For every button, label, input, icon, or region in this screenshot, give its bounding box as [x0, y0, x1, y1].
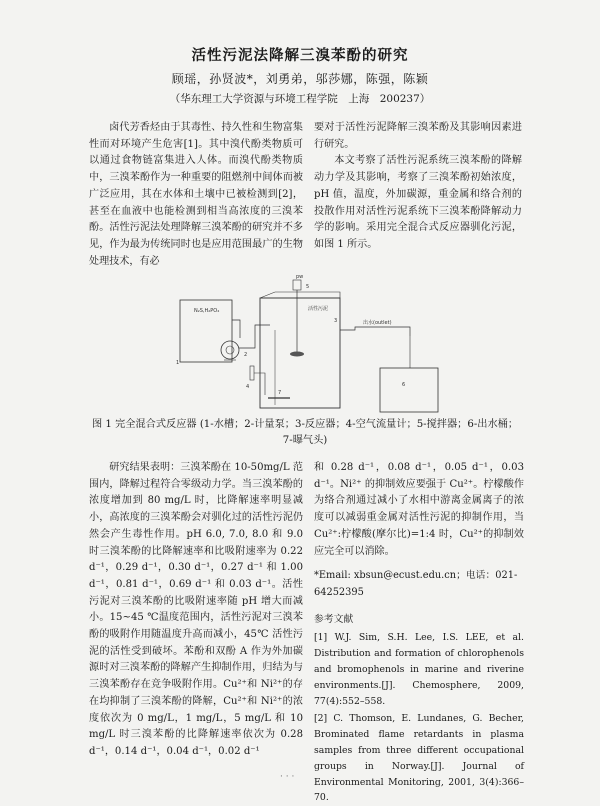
tank-label: N₂S,H₂PO₄: [194, 308, 220, 314]
label-3: 3: [334, 318, 338, 324]
outlet-pipe: [340, 327, 410, 336]
label-1: 1: [176, 360, 180, 366]
label-2: 2: [244, 352, 248, 358]
intro-paragraph-1: 卤代芳香烃由于其毒性、持久性和生物富集性而对环境产生危害[1]。其中溴代酚类物质可以通过食物链富集进入人体。而溴代酚类物质中，三溴苯酚作为一种重要的阻燃剂中间体而被广泛应用，其在水体和土壤中已被检测到[2]，甚至在血液中也能检测到相当高浓度的三溴苯酚。活性污泥法处理降解三溴苯酚的研究并不多见，作为最为传统同时也是应用范围最广的生物处理技术，有必: [89, 122, 303, 267]
stirrer-motor-5: [293, 280, 301, 290]
outlet-label: 出水(outlet): [363, 320, 392, 326]
air-flowmeter-4: [250, 366, 254, 380]
affiliation: （华东理工大学资源与环境工程学院 上海 200237）: [169, 93, 431, 105]
label-4: 4: [246, 384, 250, 390]
intro-right-column: [314, 120, 522, 254]
page-number: · · ·: [280, 772, 295, 782]
results-right-column: [314, 460, 524, 806]
figure-caption: 图 1 完全混合式反应器 (1-水槽；2-计量泵；3-反应器；4-空气流量计；5-搅拌器；6-出水桶；7-曝气头): [91, 419, 519, 446]
outlet-tank-6: [380, 368, 438, 412]
reference-item: [2] C. Thomson, E. Lundanes, G. Becher, Brominated flame retardants in plasma samples from three different occupational groups in Norway.[J]. Journal of Environmental Monitoring, 2001, 3(4):366–70.: [314, 713, 524, 804]
intro-paragraph-2: 本文考察了活性污泥系统三溴苯酚的降解动力学及其影响，考察了三溴苯酚初始浓度，pH 值，温度，外加碳源，重金属和络合剂的投散作用对活性污泥系统下三溴苯酚降解动力学的影响。采用完全混合式反应器驯化污泥，如图 1 所示。: [314, 155, 522, 250]
stirrer-blade: [290, 352, 304, 357]
label-6: 6: [402, 382, 406, 388]
references-heading: 参考文献: [314, 613, 354, 625]
reactor-diagram: [150, 270, 450, 415]
label-7: 7: [278, 390, 282, 396]
corresponding-email: *Email: xbsun@ecust.edu.cn；电话：021-64252395: [314, 570, 518, 598]
intro-paragraph-1-cont: 要对于活性污泥降解三溴苯酚及其影响因素进行研究。: [314, 122, 522, 150]
top-label: pw: [296, 274, 304, 280]
author-list: 顾瑶，孙贤波*，刘勇弟，邬莎娜，陈强，陈颖: [171, 72, 429, 86]
results-left-column: [89, 460, 303, 761]
results-paragraph-cont: 和 0.28 d⁻¹，0.08 d⁻¹，0.05 d⁻¹，0.03 d⁻¹。Ni²⁺ 的抑制效应要强于 Cu²⁺。柠檬酸作为络合剂通过减小了水相中游离金属离子的浓度可以减弱重金属对活性污泥的抑制作用，当 Cu²⁺:柠檬酸(摩尔比)=1:4 时，Cu²⁺的抑制效应完全可以消除。: [314, 462, 524, 557]
metering-pump-2: [221, 341, 239, 359]
intro-left-column: [89, 120, 303, 270]
results-paragraph: 研究结果表明：三溴苯酚在 10-50mg/L 范围内，降解过程符合零级动力学。当三溴苯酚的浓度增加到 80 mg/L 时，比降解速率明显减小，高浓度的三溴苯酚会对驯化过的活性污泥仍然会产生毒性作用。pH 6.0, 7.0, 8.0 和 9.0 时三溴苯酚的比降解速率和比吸附速率为 0.22 d⁻¹，0.29 d⁻¹，0.30 d⁻¹，0.27 d⁻¹ 和 1.00 d⁻¹，0.81 d⁻¹，0.69 d⁻¹ 和 0.03 d⁻¹。活性污泥对三溴苯酚的比吸附速率随 pH 增大而减小。15~45 ℃温度范围内，活性污泥对三溴苯酚的吸附作用随温度升高而减小，45℃ 活性污泥的活性受到破坏。苯酚和双酚 A 作为外加碳源时对三溴苯酚的降解产生抑制作用，归结为与三溴苯酚存在竞争吸附作用。Cu²⁺和 Ni²⁺的存在均抑制了三溴苯酚的降解，Cu²⁺和 Ni²⁺的浓度依次为 0 mg/L，1 mg/L，5 mg/L 和 10 mg/L 时三溴苯酚的比降解速率依次为 0.28 d⁻¹，0.14 d⁻¹，0.04 d⁻¹，0.02 d⁻¹: [89, 462, 303, 757]
reference-item: [1] W.J. Sim, S.H. Lee, I.S. LEE, et al. Distribution and formation of chlorophenols and bromophenols in marine and riverine environments.[J]. Chemosphere, 2009, 77(4):552–558.: [314, 632, 524, 707]
reactor-label: 活性污泥: [308, 306, 329, 312]
label-5: 5: [306, 284, 310, 290]
paper-title: 活性污泥法降解三溴苯酚的研究: [191, 48, 409, 64]
